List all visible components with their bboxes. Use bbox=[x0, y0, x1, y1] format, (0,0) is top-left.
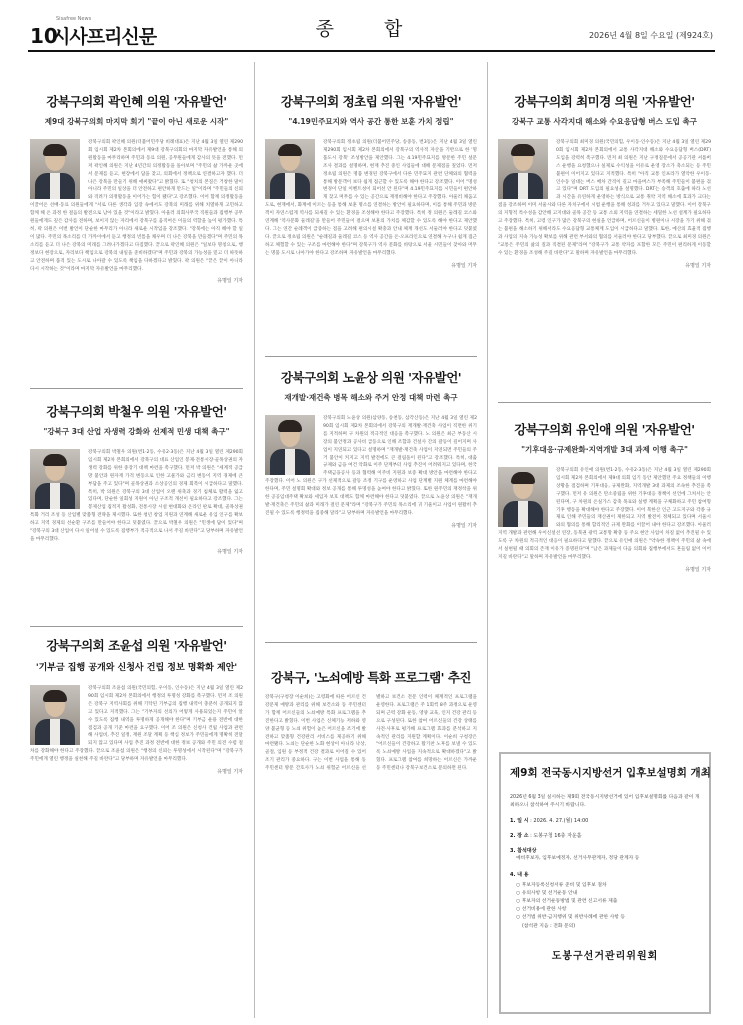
article-body: 강북구의회 박철우 의원(번1·2동, 수유2·3동)은 지난 4월 3일 열린 제290회 임시회 제2차 본회의에서 강북구의 대표 산업인 봉제·전통시장·골목상권의 자생력 강화를 위한 중장기 대책 마련을 촉구했다. 먼저 박 의원은 "세계적 공급망 불안과 원자재 가격 변동으로 인한 고물가와 금리 변동이 지역 경제에 큰 부담을 주고 있다"며 골목상권과 소상공인의 경제 회복이 시급하다고 말했다. 특히, 박 의원은 강북구의 3대 산업이 오랜 위축과 경기 침체로 활력을 잃고 있다며, 단순한 일회성 지원이 아닌 구조적 개선이 필요하다고 강조했다. 그는 봉제산업 집적지 활성화, 전통시장 시설 현대화와 온라인 판로 확대, 골목상권 특화 거리 조성 등 산업별 맞춤형 전략을 제시했다. 또한 청년 창업 지원과 연계해 새로운 유입 인구를 확보하고 지역 경제의 선순환 구조를 만들어야 한다고 덧붙였다. 끝으로 박철우 의원은 "민생에 답이 있다"며 "강북구의 3대 산업이 다시 일어설 수 있도록 집행부가 적극적으로 나서 주길 바란다"고 당부하며 자유발언을 마무리했다. bbox=[30, 450, 243, 542]
article-cho bbox=[30, 636, 243, 1016]
article-separator bbox=[265, 356, 477, 357]
notice-attendees: 예비후보자, 입후보예정자, 선거사무관계자, 정당 관계자 등 bbox=[516, 856, 640, 862]
article-title: 강북구의회 정초립 의원 '자유발언' bbox=[280, 94, 462, 109]
article-title: 강북구의회 노윤상 의원 '자유발언' bbox=[280, 370, 462, 385]
reporter-photo bbox=[30, 685, 80, 745]
article-subtitle: 제9대 강북구의회 마지막 회기 "끝이 아닌 새로운 시작" bbox=[44, 117, 229, 126]
section-title: 종 합 bbox=[315, 18, 425, 40]
article-yoo bbox=[498, 420, 711, 732]
notice-intro: 2026년 6월 3일 실시하는 제9회 전국동시지방선거에 있어 입후보설명회를 다음과 같이 개최하오니 참석하여 주시기 바랍니다. bbox=[510, 795, 700, 809]
article-separator bbox=[30, 388, 243, 389]
article-title: 강북구의회 최미경 의원 '자유발언' bbox=[514, 94, 695, 109]
notice-content-item: ○ 선거법 위반·금지행위 및 위반사례에 관한 사항 등 bbox=[516, 915, 626, 921]
article-noh bbox=[265, 368, 477, 638]
notice-item-place: 2. 장 소 : 도봉구청 16층 자운홀 bbox=[510, 833, 582, 840]
article-body: 강북구의회 정초립 의원(더불어민주당, 송중동, 번3동)은 지난 4월 3일 열린 제290회 임시회 제2차 본회의에서 강북구의 역사적 자산을 기반으로 한 '명품도시 강북' 조성방안을 제안했다. 그는 4.19민주묘지를 방문한 주민 설문 조사 결과를 설명하며, 현재 추진 중인 사업들에 대해 문제점을 짚었다. 먼저 정초립 의원은 명품 변경된 강북구에서 다른 민주묘지 관련 단체와의 협력을 통해 방문객이 보다 쉽게 접근할 수 있도록 해야 한다고 강조했다. 이어 "명성 변경이 단일 이벤트성이 되어선 안 된다"며 4.19민주묘지를 시민들이 편안하게 찾고 머무를 수 있는 공간으로 재정비해야 한다고 주장했다. 아울러 채움고도로, 현재에서, 화계에 이르는 등을 통해 보훈 명소를 연결하는 방안이 필요하다며, 이를 통해 주민과 방문객이 자연스럽게 역사를 되새길 수 있는 환경을 조성해야 한다고 주장했다. 특히 정 의원은 둘레길 코스와 연계해 '역사문화 둘레길'을 만들어 주민들이 걸으며 보훈의 가치를 체감할 수 있도록 해야 한다고 제안했다. 그는 연간 순례객이 급증하는 점을 고려해 편의시설 확충과 안내 체계 개선도 서둘러야 한다고 덧붙였다. 끝으로 정초립 의원은 "순례길과 둘레길 코스 등 역사 공간을 온·오프라인으로 연결해 누구나 쉽게 접근하고 체험할 수 있는 구조를 마련해야 한다"며 강북구가 역사 문화를 바탕으로 서울 시민들이 찾아와 머무는 명품 도시로 나아가야 한다고 강조하며 자유발언을 마무리했다. bbox=[265, 140, 477, 256]
reporter-photo bbox=[498, 139, 548, 199]
article-byline: 유명일 기자 bbox=[685, 262, 711, 269]
article-body: 강북구의회 곽인혜 의원(더불어민주당 비례대표)은 지난 4월 3일 열린 제290회 임시회 제2차 본회의에서 제9대 강북구의회의 마지막 자유발언을 통해 의원활동을 마무리하며 주민과 동료 의원, 공무원들에게 감사의 뜻을 전했다. 먼저 곽인혜 의원은 지난 4년간의 의정활동을 돌아보며 "주민의 삶 가까운 곳에서 문제를 듣고, 현장에서 답을 찾고, 의회에서 정책으로 연결하고자 했다. 더 나은 강북을 만들기 위해 애써왔다"고 밝혔다. 또 "청치의 본질은 거창한 말이 아니라 주민의 일상을 더 안전하고 편안하게 만드는 일"이라며 "주민들의 신뢰와 격려가 의정활동을 이어가는 힘이 됐다"고 강조했다. 이어 함께 의정활동을 이끌어온 선배·동료 의원들에게 "서로 다른 생각과 입장 속에서도 강북의 미래를 위해 치열하게 고민하고 함께 해 온 과정 한 걸음의 발전으로 남아 있을 것"이라고 밝혔다. 아울러 의회사무국 직원들과 집행부 공무원들에게도 깊은 감사를 전하며, 보이지 않는 자리에서 강북구를 움직여온 이들의 역할을 높이 평가했다. 특히, 곽 의원은 이번 발언이 단순한 마무리가 아니라 새로운 시작임을 강조했다. "강북에는 아직 해야 할 일이 많다. 주민의 목소리를 더 가까이에서 듣고 행정의 빈틈을 채우며 더 나은 강북을 만들겠다"며 주민의 목소리를 듣고 더 나은 강북의 미래를 그려나가겠다고 다짐했다. 끝으로 곽인혜 의원은 "일보다 명칭으로, 행정보다 현장으로, 자리보다 책임으로 강북의 내일을 준비하겠다"며 주민과 강북의 가능성을 믿고 더 따뜻하고 안전하며 품격 있는 도시로 나아갈 수 있도록 책임을 다하겠다고 밝혔다. 곽 의원은 "끝은 끝이 아니라 다시 시작하는 것"이라며 마지막 자유발언을 마무리했다. bbox=[30, 140, 243, 272]
issue-date: 2026년 4월 8일 수요일 (제924호) bbox=[588, 31, 713, 40]
article-body: 강북구의회 조윤섭 의원(국민의힘, 우이동, 인수동)은 지난 4월 3일 열린 제290회 임시회 제2차 본회의에서 행정의 투명성 강화를 촉구했다. 먼저 조 의원은 강북구 지역사회를 위해 기탁된 기부금의 집행 내역이 충분히 공개되지 않고 있다고 지적했다. 그는 "기부자의 선의가 어떻게 사용되었는지 주민이 알 수 있도록 집행 내역을 투명하게 공개해야 한다"며 기부금 운용 전반에 대한 점검과 공개 기준 마련을 요구했다. 이어 조 의원은 신청사 건립 사업과 관련해 사업비, 추진 일정, 재원 조달 계획 등 핵심 정보가 주민들에게 명확히 전달되지 않고 있다며 사업 추진 과정 전반에 대한 정보 공개와 주민 의견 수렴 절차를 강화해야 한다고 주장했다. 끝으로 조윤섭 의원은 "행정의 신뢰는 투명성에서 시작된다"며 "강북구가 주민에게 열린 행정을 실천해 주길 바란다"고 당부하며 자유발언을 마무리했다. bbox=[30, 686, 243, 763]
article-byline: 유명일 기자 bbox=[451, 522, 477, 529]
article-separator bbox=[30, 626, 243, 627]
article-body: 강북구의회 노윤상 의원(삼양동, 송천동, 삼각산동)은 지난 4월 3일 열린 제290회 임시회 제2차 본회의에서 강북구의 재개발·재건축 사업이 직면한 위기를 지적하며 구 차원의 적극적인 대응을 촉구했다. 노 의원은 최근 부동산 시장의 불안정과 공사비 급등으로 인해 조합과 건설사 간의 갈등이 깊어지며 사업이 지연되고 있다고 설명하며 "재개발·재건축 사업이 지연되면 주민들의 주거 불안이 커지고 지역 발전에도 큰 걸림돌이 된다"고 강조했다. 특히, 대출 규제와 금융 여건 악화로 이주 단계부터 사업 추진이 어려워지고 있다며, 한국주택금융공사 등과 협력해 이주비 지원과 보증 확대 방안을 마련해야 한다고 주장했다. 이어 노 의원은 구가 선제적으로 갈등 조정 기구를 운영하고 사업 단계별 지원 체계를 마련해야 한다며, 주민 설명회 확대와 정보 공개를 통해 투명성을 높여야 한다고 밝혔다. 또한 원주민의 재정착을 위한 공공임대주택 확보와 세입자 보호 대책도 함께 마련해야 한다고 덧붙였다. 끝으로 노윤상 의원은 "재개발·재건축은 주민의 삶과 미래가 걸린 문제"라며 "강북구가 주민의 목소리에 귀 기울이고 사업이 원활히 추진될 수 있도록 행정력을 집중해 달라"고 당부하며 자유발언을 마무리했다. bbox=[265, 416, 477, 516]
article-body: 강북구의회 유인애 의원(번1·2동, 수유2·3동)은 지난 4월 3일 열린 제290회 임시회 제2차 본회의에서 제9대 의회 임기 동안 제안했던 주요 정책들의 이행 상황을 점검하며 기후대응, 규제완화, 지역개발 3대 과제의 조속한 추진을 촉구했다. 먼저 유 의원은 탄소중립을 위한 기후대응 정책이 선언에 그쳐서는 안 된다며, 구 차원의 온실가스 감축 목표와 실행 계획을 구체화하고 주민 참여형 기후 행동을 확대해야 한다고 주장했다. 이어 북한산 인근 고도지구와 각종 규제로 인해 주민들의 재산권이 제한되고 지역 발전이 정체되고 있다며 서울시와의 협의를 통해 합리적인 규제 완화를 이끌어 내야 한다고 강조했다. 아울러 지역 개발과 관련해 우이신설선 연장, 동북권 광역 교통망 확충 등 주요 현안 사업이 차질 없이 추진될 수 있도록 구 차원의 적극적인 대응이 필요하다고 말했다. 끝으로 유인애 의원은 "약속한 정책이 주민의 삶 속에서 실현될 때 의회의 존재 이유가 증명된다"며 "남은 과제들이 다음 의회와 집행부에서도 흔들림 없이 이어지길 바란다"고 말하며 자유발언을 마무리했다. bbox=[498, 468, 711, 560]
article-subtitle: 강북구 교통 사각지대 해소와 수요응답형 버스 도입 촉구 bbox=[512, 117, 697, 126]
reporter-photo bbox=[30, 139, 80, 199]
reporter-photo bbox=[265, 139, 315, 199]
article-byline: 유명일 기자 bbox=[217, 769, 243, 776]
notice-content-note: (참석관 지음 : 전화 문의) bbox=[522, 923, 576, 929]
article-separator bbox=[265, 642, 477, 643]
election-notice bbox=[499, 752, 711, 1014]
notice-content-item: ○ 후보자등록신청서류 준비 및 입후보 절차 bbox=[516, 882, 607, 888]
article-jeong bbox=[265, 92, 477, 350]
article-body: 강북구(구청장 이순희)는 고령화에 따른 어르신 건강문제 예방과 관리를 위해 보건소와 동 주민센터가 함께 어르신들의 노쇠예방 특화 프로그램을 추진한다고 밝혔다. 이번 사업은 신체기능 저하와 영양 불균형 등 노쇠 위험이 높은 어르신을 조기에 발견하고 맞춤형 건강관리 서비스를 제공하기 위해 마련됐다. 노쇠는 단순한 노화 현상이 아니라 낙상, 골절, 입원 등 부정적 건강 결과로 이어질 수 있어 조기 관리가 중요하다. 구는 이번 사업을 통해 동 주민센터 방문 간호사가 노쇠 위험군 어르신을 선별하고 보건소 전문 인력이 체계적인 프로그램을 운영한다. 프로그램은 주 1회씩 8주 과정으로 운영되며 근력 강화 운동, 영양 교육, 인지 건강 관리 등으로 구성된다. 또한 참여 어르신들의 건강 상태를 사전·사후로 평가해 프로그램 효과를 분석하고 지속적인 관리를 지원할 계획이다. 이순희 구청장은 "어르신들이 건강하고 활기찬 노후를 보낼 수 있도록 노쇠예방 사업을 지속적으로 확대하겠다"고 밝혔다. 프로그램 참여를 희망하는 어르신은 가까운 동 주민센터나 강북구보건소로 문의하면 된다. bbox=[265, 695, 477, 772]
reporter-photo bbox=[265, 415, 315, 475]
article-body: 강북구의회 최미경 의원(국민의힘, 우이동·인수동)은 지난 4월 3일 열린 제290회 임시회 제2차 본회의에서 교통 사각지대 해소와 수요응답형 버스(DRT) 도입을 강력히 촉구했다. 먼저 최 의원은 지난 구정질문에서 공공기관 셔틀버스 운행을 요청했으나 실제로 수익성을 이유로 운영 장소가 축소되는 등 주민 불편이 이어지고 있다고 지적했다. 특히 "아직 교통 인프라가 열악한 우이동·인수동 일대는 버스 배차 간격이 길고 마을버스가 부족해 주민들이 불편을 겪고 있다"며 DRT 도입의 필요성을 설명했다. DRT는 승객의 호출에 따라 노선과 시간을 유연하게 운영하는 방식으로 교통 취약 지역 해소에 효과가 크다는 점을 강조하며 이미 서울시와 다른 자치구에서 시범 운행을 통해 성과를 거두고 있다고 말했다. 이어 강북구의 지형적 특수성을 감안해 고지대와 골목 공간 등 교통 소외 지역을 연결하는 세밀한 노선 설계가 필요하다고 주장했다. 특히, 고령 인구가 많은 강북구의 현실을 언급하며, 어르신들이 병원이나 시장을 가기 위해 겪는 불편을 해소하기 위해서라도 수요응답형 교통체계 도입이 시급하다고 말했다. 또한, 예산의 효율적 집행과 사업의 지속 가능성 확보를 위해 관련 부서와의 협의를 서둘러야 한다고 당부했다. 끝으로 최미경 의원은 "교통은 주민의 삶의 질과 직결된 문제"라며 "강북구가 교통 약자를 포함한 모든 주민이 편리하게 이동할 수 있는 환경을 조성해 주길 바란다"고 말하며 자유발언을 마무리했다. bbox=[498, 140, 711, 256]
notice-title: 제9회 전국동시지방선거 입후보설명회 개최 bbox=[510, 767, 711, 779]
column-divider bbox=[254, 62, 255, 1018]
notice-content-item: ○ 유의사항 및 선거운동 안내 bbox=[516, 890, 578, 896]
masthead bbox=[0, 0, 743, 52]
article-byline: 유명일 기자 bbox=[217, 278, 243, 285]
article-subtitle: '기부금 집행 공개와 신청사 건립 정보 명확화 제안' bbox=[35, 663, 238, 673]
article-frailty bbox=[265, 668, 477, 1013]
notice-signature: 도봉구선거관리위원회 bbox=[551, 950, 659, 962]
article-choi bbox=[498, 92, 711, 392]
article-subtitle: 재개발·재건축 병목 해소와 주거 안정 대책 마련 촉구 bbox=[284, 393, 458, 402]
article-kwak bbox=[30, 92, 243, 382]
paper-name-sub: Sisafree News bbox=[56, 16, 92, 22]
reporter-photo bbox=[498, 467, 548, 527]
article-title: 강북구의회 유인애 의원 '자유발언' bbox=[514, 422, 695, 437]
article-byline: 유명일 기자 bbox=[217, 548, 243, 555]
article-separator bbox=[498, 402, 711, 403]
article-park bbox=[30, 402, 243, 624]
article-title: 강북구의회 조윤섭 의원 '자유발언' bbox=[46, 638, 227, 653]
paper-name: 시사프리신문 bbox=[52, 26, 157, 48]
article-subtitle: "기후대응·규제완화·지역개발 3대 과제 이행 촉구" bbox=[521, 445, 688, 454]
article-byline: 유명일 기자 bbox=[685, 566, 711, 573]
article-title: 강북구의회 박철우 의원 '자유발언' bbox=[46, 404, 227, 419]
reporter-photo bbox=[30, 449, 80, 509]
masthead-rule bbox=[28, 50, 715, 52]
notice-content-item: ○ 후보자의 선거운동방법 및 관련 신고서류 제출 bbox=[516, 899, 618, 905]
article-title: 강북구의회 곽인혜 의원 '자유발언' bbox=[46, 94, 227, 109]
article-subtitle: "강북구 3대 산업 자생력 강화와 선제적 민생 대책 촉구" bbox=[43, 427, 230, 436]
article-subtitle: "4.19민주묘지와 역사 공간 통한 보훈 가치 정립" bbox=[288, 117, 454, 126]
notice-item-attendees: 3. 참석대상 bbox=[510, 848, 537, 855]
article-title: 강북구, '노쇠예방 특화 프로그램' 추진 bbox=[271, 670, 471, 685]
notice-contents bbox=[510, 882, 700, 931]
notice-content-item: ○ 선거비용에 관한 사항 bbox=[516, 907, 567, 913]
page-number: 10 bbox=[30, 24, 58, 48]
notice-item-date: 1. 일 시 : 2026. 4. 27.(월) 14:00 bbox=[510, 818, 589, 825]
column-divider bbox=[487, 62, 488, 1018]
article-byline: 유명일 기자 bbox=[451, 262, 477, 269]
notice-contents-label: 4. 내 용 bbox=[510, 871, 529, 878]
